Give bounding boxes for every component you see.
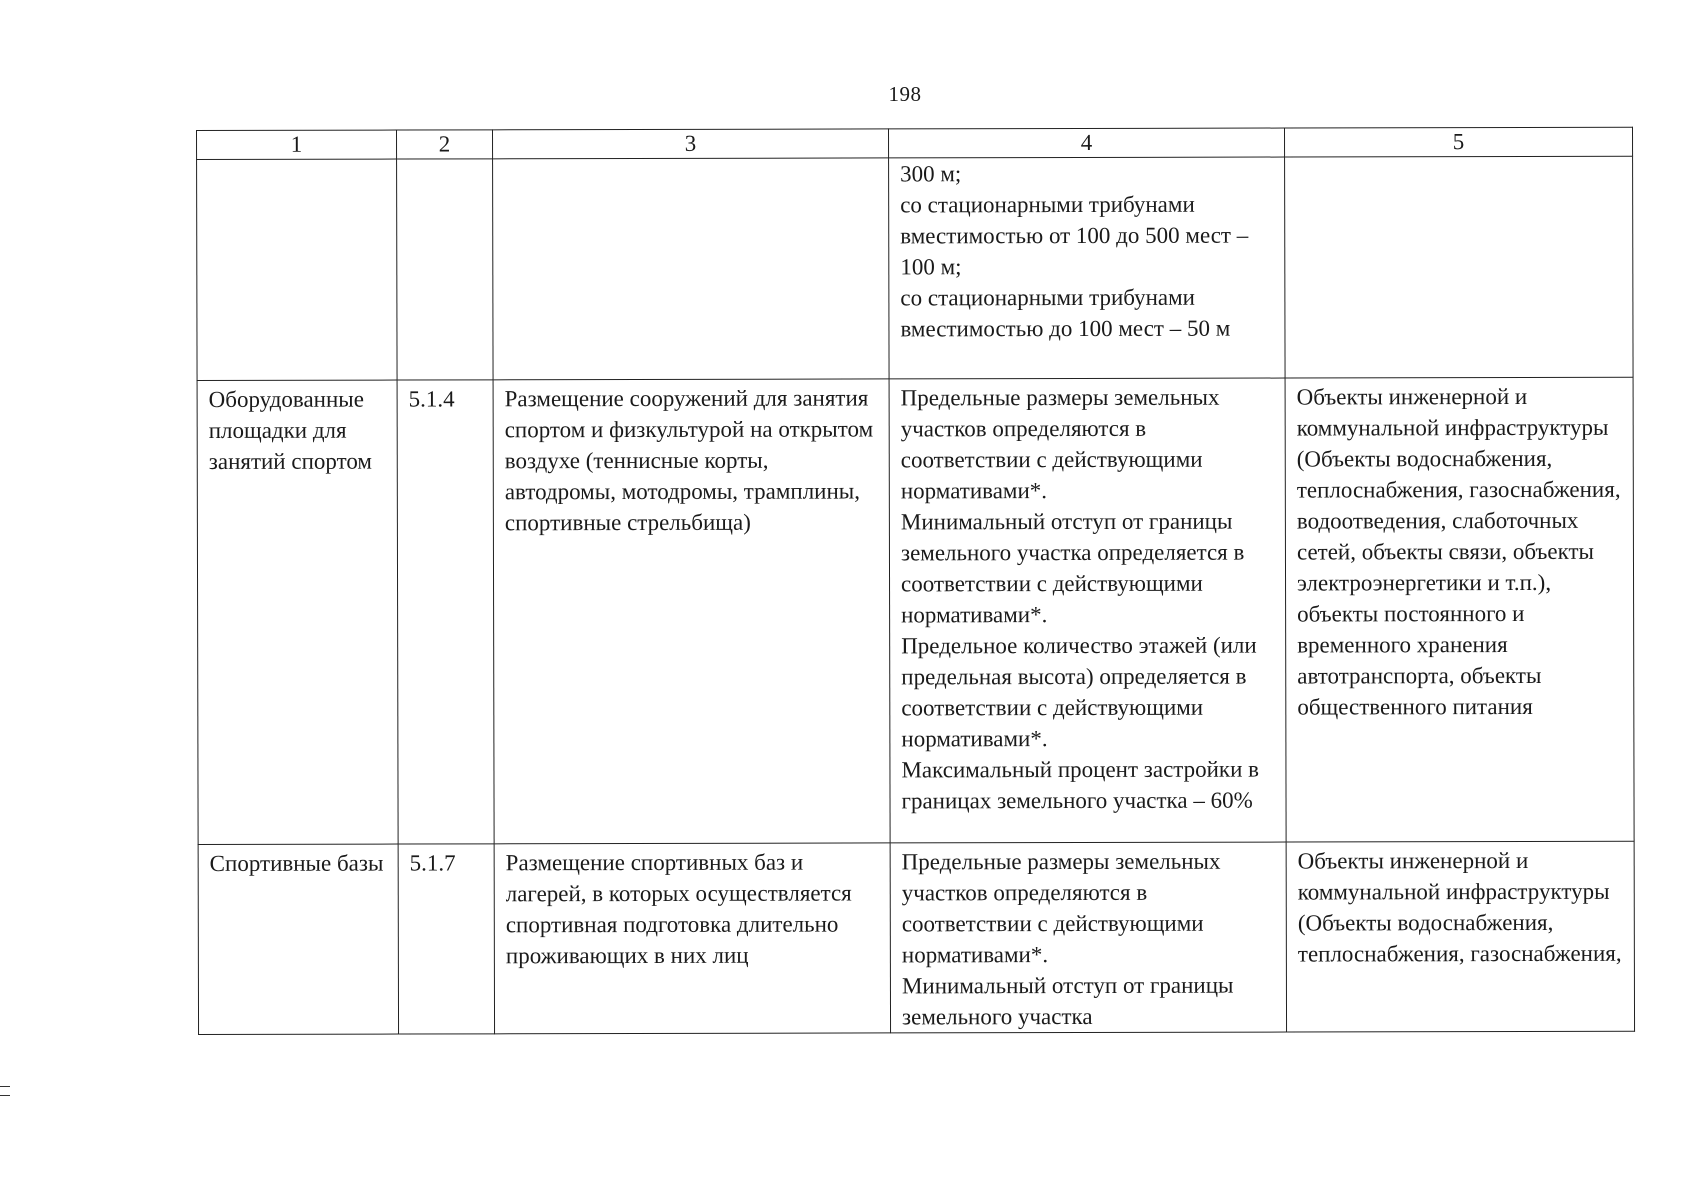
cell-name: [198, 844, 398, 1034]
cell-code: [397, 159, 494, 380]
cell-code-text: 5.1.4: [408, 386, 455, 412]
land-use-table: [196, 127, 1635, 1035]
cell-auxiliary-text: Объекты инженерной и коммунальной инфраструктуры (Объекты водоснабжения, теплоснабжения, газоснабжения, водоотведения, слаботочных сетей, объекты связи, объекты электроэнергетики и т.п.), объекты постоянного и временного хранения автотранспорта, объекты общественного питания: [1296, 383, 1621, 720]
cell-name: [197, 380, 398, 844]
cell-description-text: Размещение сооружений для занятия спортом и физкультурой на открытом воздухе (теннисные корты, автодромы, мотодромы, трамплины, спортивные стрельбища): [504, 385, 874, 536]
column-header-5: 5: [1284, 127, 1632, 157]
cell-parameters-text: Предельные размеры земельных участков определяются в соответствии с действующими нормативами*. Минимальный отступ от границы земельного участка определяется в соответствии с действующими нормативами*. Предельное количество этажей (или предельная высота) определяется в соответствии с действующими нормативами*. Максимальный процент застройки в границах земельного участка – 60%: [900, 384, 1260, 814]
table-row: [198, 841, 1634, 1034]
cell-parameters: [890, 842, 1286, 1033]
cell-auxiliary-text: [1296, 157, 1624, 158]
cell-parameters-text: Предельные размеры земельных участков определяются в соответствии с действующими нормативами*. Минимальный отступ от границы земельного участка: [901, 848, 1234, 1030]
column-header-2: 2: [397, 130, 493, 159]
column-header-1: 1: [197, 130, 397, 159]
cell-description: [493, 379, 890, 844]
cell-auxiliary: [1285, 377, 1634, 842]
cell-code: [397, 380, 494, 844]
cell-parameters-text: 300 м; со стационарными трибунами вместимостью от 100 до 500 мест – 100 м; со стационарными трибунами вместимостью до 100 мест – 50 м: [900, 161, 1249, 342]
cell-description-text: Размещение спортивных баз и лагерей, в которых осуществляется спортивная подготовка длительно проживающих в них лиц: [505, 849, 852, 969]
cell-parameters: [889, 157, 1286, 379]
cell-description: [493, 158, 890, 380]
page-number: 198: [888, 82, 922, 106]
cell-code: [398, 844, 494, 1034]
cell-code-text: 5.1.7: [409, 850, 456, 876]
cell-auxiliary: [1286, 841, 1634, 1032]
cell-description-text: [504, 158, 880, 159]
cell-name-text: Спортивные базы: [209, 850, 384, 876]
cell-auxiliary-text: Объекты инженерной и коммунальной инфраструктуры (Объекты водоснабжения, теплоснабжения, газоснабжения,: [1297, 847, 1622, 967]
table-row: [197, 156, 1633, 380]
scan-edge-mark: [0, 1086, 10, 1096]
header-row: [197, 127, 1633, 159]
cell-name: [197, 159, 398, 380]
cell-description: [494, 843, 890, 1034]
column-header-3: 3: [493, 129, 889, 159]
cell-auxiliary: [1285, 156, 1634, 378]
table-row: [197, 377, 1634, 844]
cell-name-text: Оборудованные площадки для занятий спортом: [208, 386, 372, 474]
cell-parameters: [889, 378, 1286, 843]
column-header-4: 4: [888, 128, 1284, 158]
